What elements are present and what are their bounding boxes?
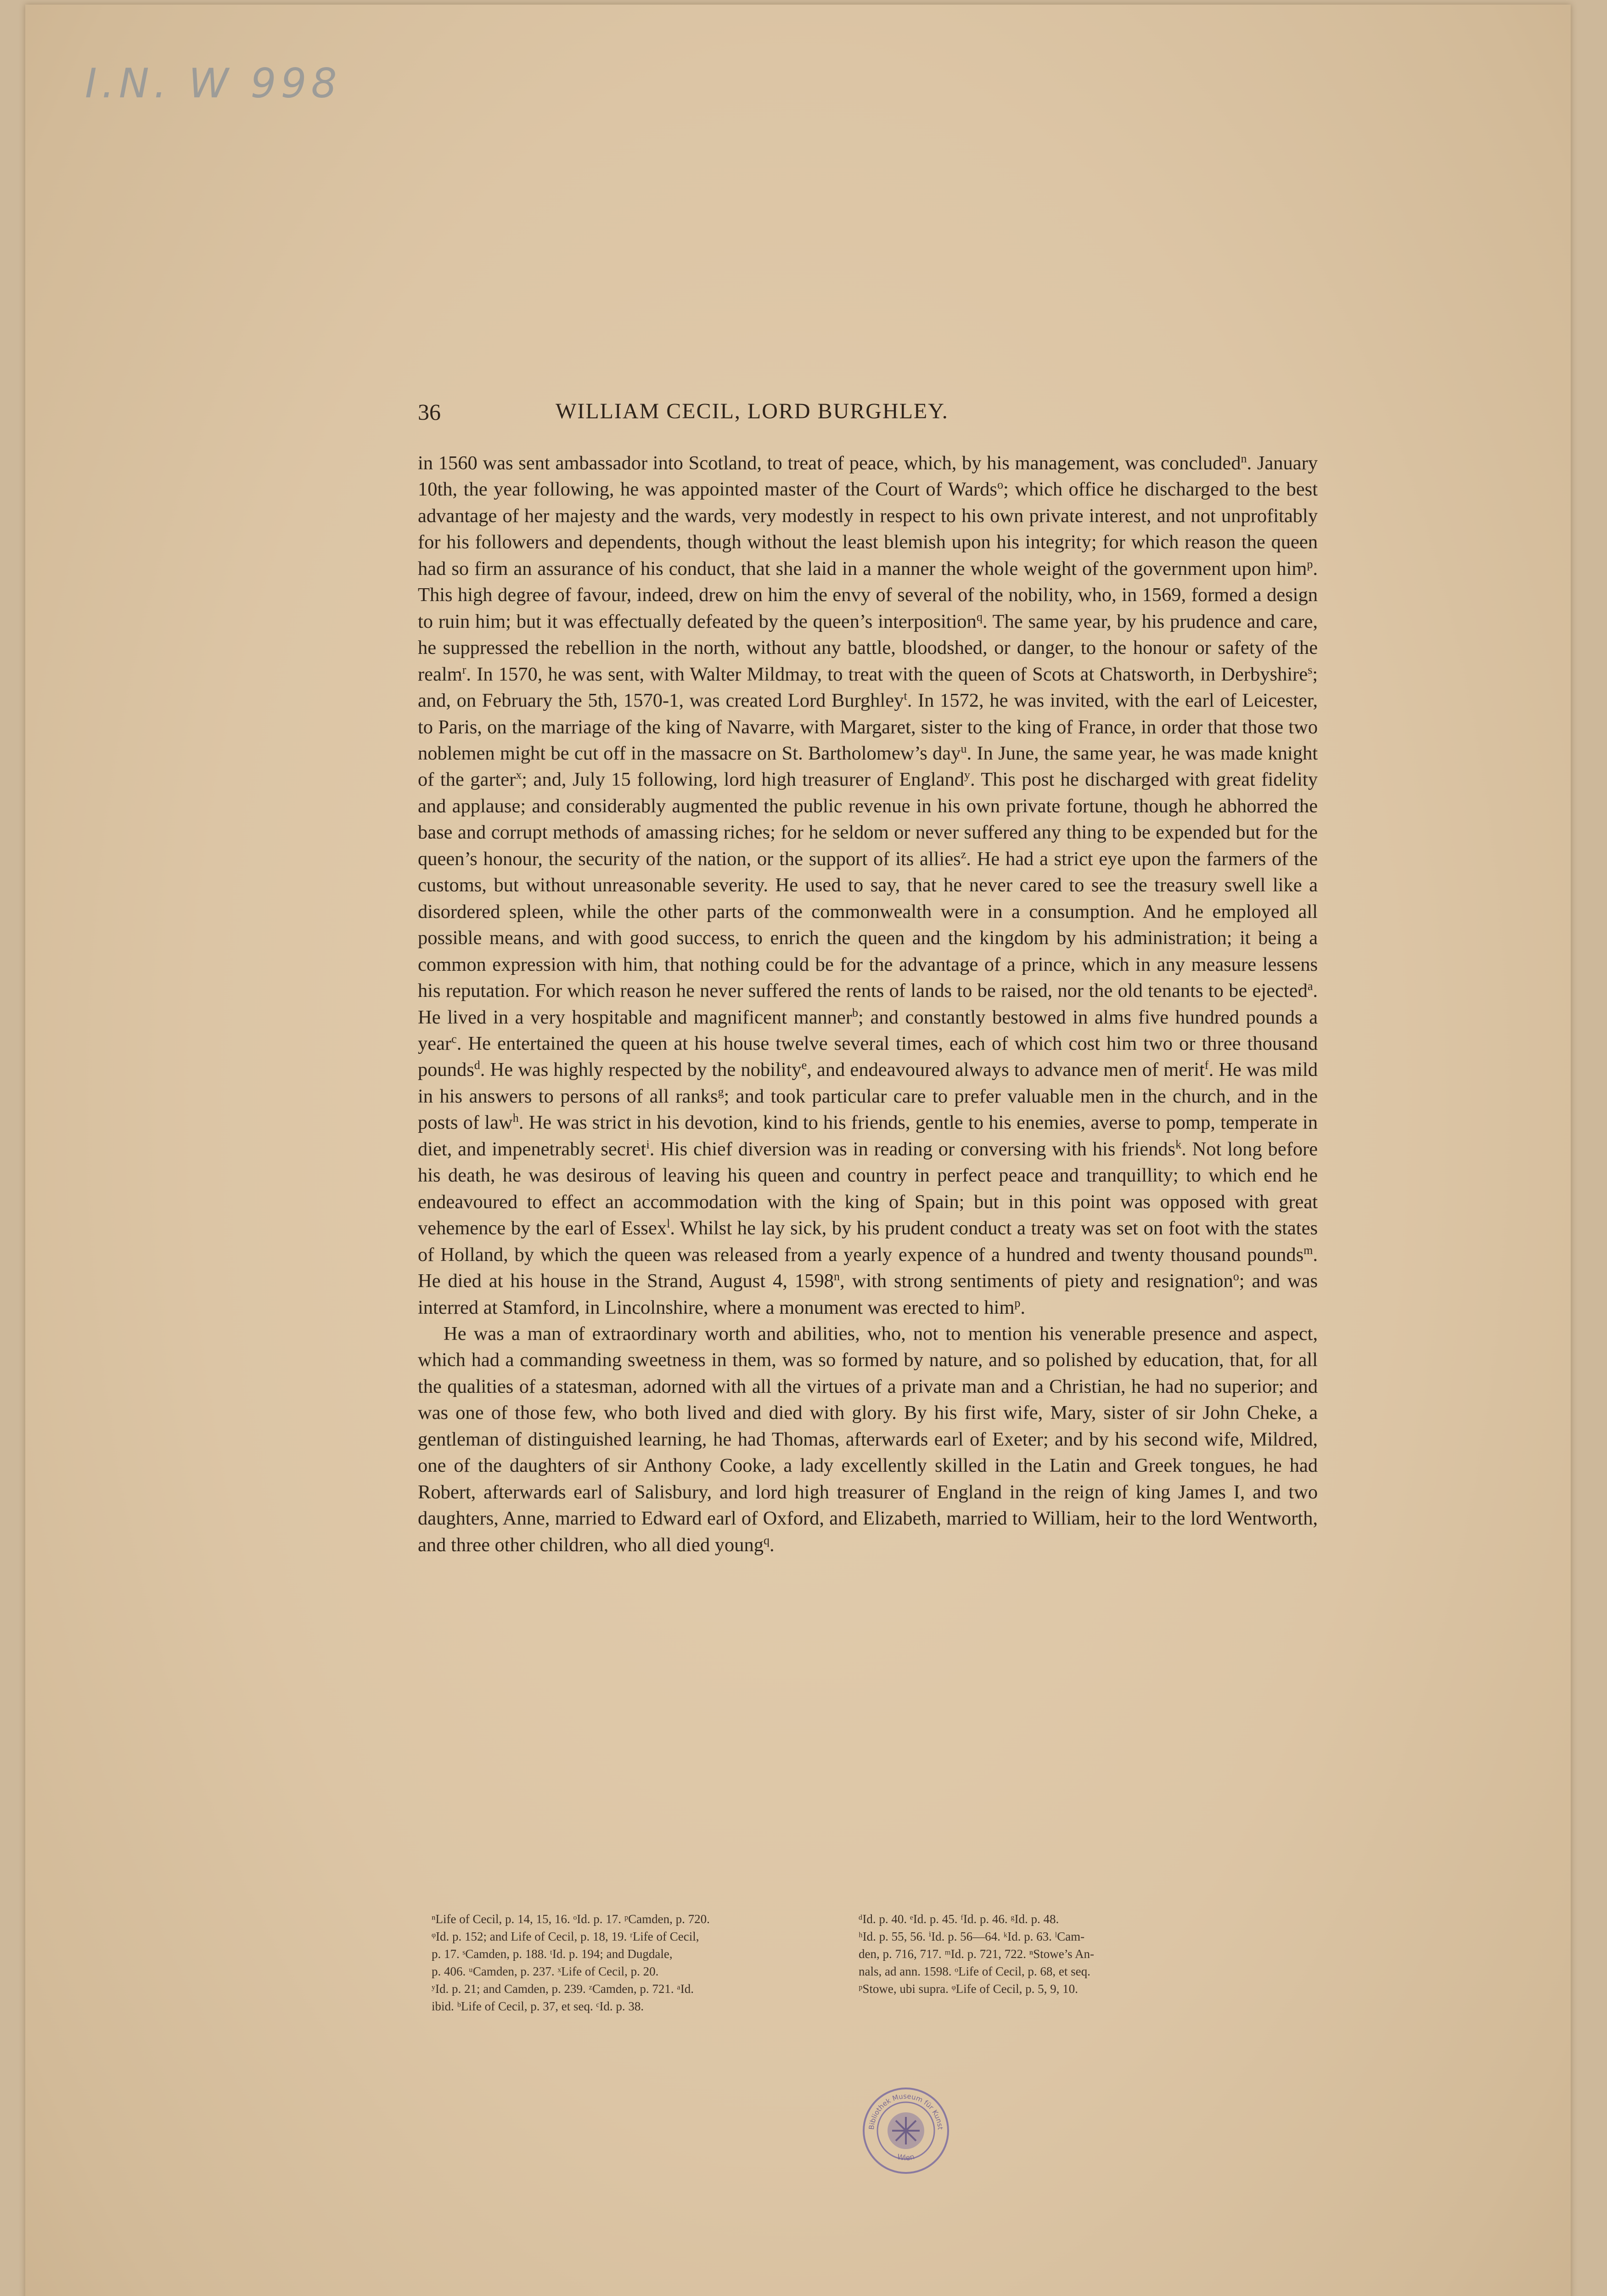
text-run: . This high degree of favour, indeed, drew on him the envy of several of the nobility, who, in 1569, formed a design to ruin him; but it was effectually defeated by the queen’s interposition: [418, 557, 1318, 632]
footnote-marker: c: [451, 1032, 457, 1046]
text-run: . In June, the same year, he was made knight of the garter: [418, 742, 1318, 791]
footnote-marker: b: [852, 1006, 859, 1019]
stamp-emblem-lines: [892, 2117, 920, 2144]
text-run: . His chief diversion was in reading or conversing with his friends: [649, 1138, 1176, 1160]
text-run: ; and, July 15 following, lord high treasurer of England: [522, 769, 964, 791]
footnote-marker: u: [961, 742, 967, 755]
text-run: .: [1020, 1296, 1026, 1318]
footnotes-column-1: [432, 1910, 845, 2015]
running-header: [418, 399, 1097, 431]
text-run: . He entertained the queen at his house twelve several times, each of which cost him two or three thousand pounds: [418, 1032, 1318, 1081]
footnote-marker: g: [718, 1085, 724, 1098]
footnote-line: p. 17. ˢCamden, p. 188. ᵗId. p. 194; and Dugdale,: [432, 1947, 673, 1961]
text-run: ; which office he discharged to the best advantage of her majesty and the wards, very modestly in respect to his own private interest, and not unprofitably for his followers and dependents, though without the least blemish upon his integrity; for which reason the queen had so firm an assurance of his conduct, that she laid in a manner the whole weight of the government upon him: [418, 478, 1318, 580]
footnote-marker: n: [1241, 451, 1247, 465]
shelfmark: I.N. W 998: [85, 60, 342, 107]
footnote-marker: r: [462, 663, 466, 676]
running-title: WILLIAM CECIL, LORD BURGHLEY.: [556, 399, 949, 423]
footnote-marker: l: [667, 1216, 670, 1230]
footnote-line: ʸId. p. 21; and Camden, p. 239. ᶻCamden, p. 721. ᵃId.: [432, 1982, 694, 1996]
library-stamp: [860, 2085, 952, 2177]
footnote-marker: t: [904, 689, 907, 703]
text-run: ; and was interred at Stamford, in Lincolnshire, where a monument was erected to him: [418, 1270, 1318, 1318]
footnote-marker: x: [516, 768, 522, 782]
footnote-marker: p: [1014, 1296, 1021, 1310]
text-run: . He was mild in his answers to persons of all ranks: [418, 1059, 1318, 1107]
text-run: .: [769, 1534, 775, 1556]
stamp-text-top: Bibliothek Museum für Kunst: [867, 2092, 945, 2130]
text-run: . Not long before his death, he was desirous of leaving his queen and country in perfect peace and tranquillity; to which end he endeavoured to effect an accommodation with the king of Spain; but in this point was opposed with great vehemence by the earl of Essex: [418, 1138, 1318, 1239]
text-run: , and endeavoured always to advance men of merit: [807, 1059, 1205, 1081]
body-text: [418, 450, 1318, 1558]
text-run: , with strong sentiments of piety and resignation: [839, 1270, 1233, 1292]
paragraph-2: [418, 1321, 1318, 1558]
footnote-marker: z: [961, 847, 966, 861]
text-run: . He lived in a very hospitable and magnificent manner: [418, 980, 1318, 1028]
footnote-marker: o: [997, 478, 1003, 492]
text-run: . He was strict in his devotion, kind to his friends, gentle to his enemies, averse to pomp, temperate in diet, and impenetrably secret: [418, 1112, 1318, 1160]
footnote-marker: q: [763, 1533, 770, 1547]
text-run: . He had a strict eye upon the farmers of the customs, but without unreasonable severity. He used to say, that he never cared to see the treasury swell like a disordered spleen, while the other parts of the commonwealth were in a consumption. And he employed all possible means, and with good success, to enrich the queen and the kingdom by his administration; it being a common expression with him, that nothing could be for the advantage of a prince, which in any measure lessens his reputation. For which reason he never suffered the rents of lands to be raised, nor the old tenants to be ejected: [418, 848, 1318, 1002]
footnote-marker: i: [646, 1137, 650, 1151]
text-run: . Whilst he lay sick, by his prudent conduct a treaty was set on foot with the states of Holland, by which the queen was released from a yearly expence of a hundred and twenty thousand pounds: [418, 1217, 1318, 1266]
text-run: . This post he discharged with great fidelity and applause; and considerably augmented the public revenue in his own private fortune, though he abhorred the base and corrupt methods of amassing riches; for he seldom or never suffered any thing to be expended but for the queen’s honour, the security of the nation, or the support of its allies: [418, 769, 1318, 870]
text-run: . The same year, by his prudence and care, he suppressed the rebellion in the north, without any battle, bloodshed, or danger, to the honour or safety of the realm: [418, 610, 1318, 685]
stamp-text-bottom: Wien: [896, 2152, 916, 2162]
footnote-line: ᵈId. p. 40. ᵉId. p. 45. ᶠId. p. 46. ᵍId. p. 48.: [859, 1912, 1059, 1926]
footnote-marker: o: [1233, 1269, 1239, 1283]
footnote-marker: s: [1308, 663, 1313, 676]
paragraph-1: [418, 450, 1318, 1321]
footnote-marker: k: [1175, 1137, 1182, 1151]
text-run: . He died at his house in the Strand, August 4, 1598: [418, 1244, 1318, 1292]
text-run: He was a man of extraordinary worth and abilities, who, not to mention his venerable presence and aspect, which had a commanding sweetness in them, was so formed by nature, and so polished by education, that, for all the qualities of a statesman, adorned with all the virtues of a private man and a Christian, he had no superior; and was one of those few, who both lived and died with glory. By his first wife, Mary, sister of sir John Cheke, a gentleman of distinguished learning, he had Thomas, afterwards earl of Exeter; and by his second wife, Mildred, one of the daughters of sir Anthony Cooke, a lady excellently skilled in the Latin and Greek tongues, he had Robert, afterwards earl of Salisbury, and lord high treasurer of England in the reign of king James I, and two daughters, Anne, married to Edward earl of Oxford, and Elizabeth, married to William, heir to the lord Wentworth, and three other children, who all died young: [418, 1322, 1318, 1556]
footnote-marker: a: [1307, 979, 1313, 993]
footnote-line: ᵖStowe, ubi supra. ᵠLife of Cecil, p. 5, 9, 10.: [859, 1982, 1078, 1996]
footnote-line: ᵠId. p. 152; and Life of Cecil, p. 18, 19. ʳLife of Cecil,: [432, 1930, 699, 1943]
footnote-line: ibid. ᵇLife of Cecil, p. 37, et seq. ᶜId. p. 38.: [432, 1999, 644, 2013]
footnote-line: den, p. 716, 717. ᵐId. p. 721, 722. ⁿStowe’s An-: [859, 1947, 1094, 1961]
text-run: . In 1572, he was invited, with the earl of Leicester, to Paris, on the marriage of the king of Navarre, with Margaret, sister to the king of France, in order that those two noblemen might be cut off in the massacre on St. Bartholomew’s day: [418, 690, 1318, 764]
footnote-marker: e: [801, 1058, 807, 1072]
footnote-line: p. 406. ᵘCamden, p. 237. ˣLife of Cecil, p. 20.: [432, 1964, 659, 1978]
footnote-line: ʰId. p. 55, 56. ⁱId. p. 56—64. ᵏId. p. 63. ˡCam-: [859, 1930, 1085, 1943]
footnote-marker: m: [1304, 1243, 1313, 1257]
text-run: . In 1570, he was sent, with Walter Mildmay, to treat with the queen of Scots at Chatsworth, in Derbyshire: [466, 663, 1308, 685]
text-run: in 1560 was sent ambassador into Scotland, to treat of peace, which, by his management, was concluded: [418, 452, 1241, 474]
footnote-marker: y: [964, 768, 970, 782]
text-run: . He was highly respected by the nobility: [480, 1059, 802, 1081]
footnote-marker: n: [833, 1269, 840, 1283]
footnote-line: nals, ad ann. 1598. ᵒLife of Cecil, p. 68, et seq.: [859, 1964, 1090, 1978]
text-run: ; and took particular care to prefer valuable men in the church, and in the posts of law: [418, 1085, 1318, 1134]
footnote-marker: d: [474, 1058, 480, 1072]
page-number: 36: [418, 399, 441, 425]
text-run: ; and constantly bestowed in alms five hundred pounds a year: [418, 1006, 1318, 1054]
footnote-marker: p: [1307, 557, 1313, 571]
footnote-marker: q: [976, 610, 983, 624]
document-page: [25, 5, 1571, 2296]
footnote-line: ⁿLife of Cecil, p. 14, 15, 16. ᵒId. p. 17. ᵖCamden, p. 720.: [432, 1912, 710, 1926]
footnote-marker: h: [512, 1111, 519, 1125]
text-run: . January 10th, the year following, he was appointed master of the Court of Wards: [418, 452, 1318, 501]
text-run: ; and, on February the 5th, 1570-1, was created Lord Burghley: [418, 663, 1318, 712]
footnote-marker: f: [1204, 1058, 1209, 1072]
svg-text:Wien: [897, 2152, 916, 2162]
footnotes-column-2: [859, 1910, 1299, 1998]
